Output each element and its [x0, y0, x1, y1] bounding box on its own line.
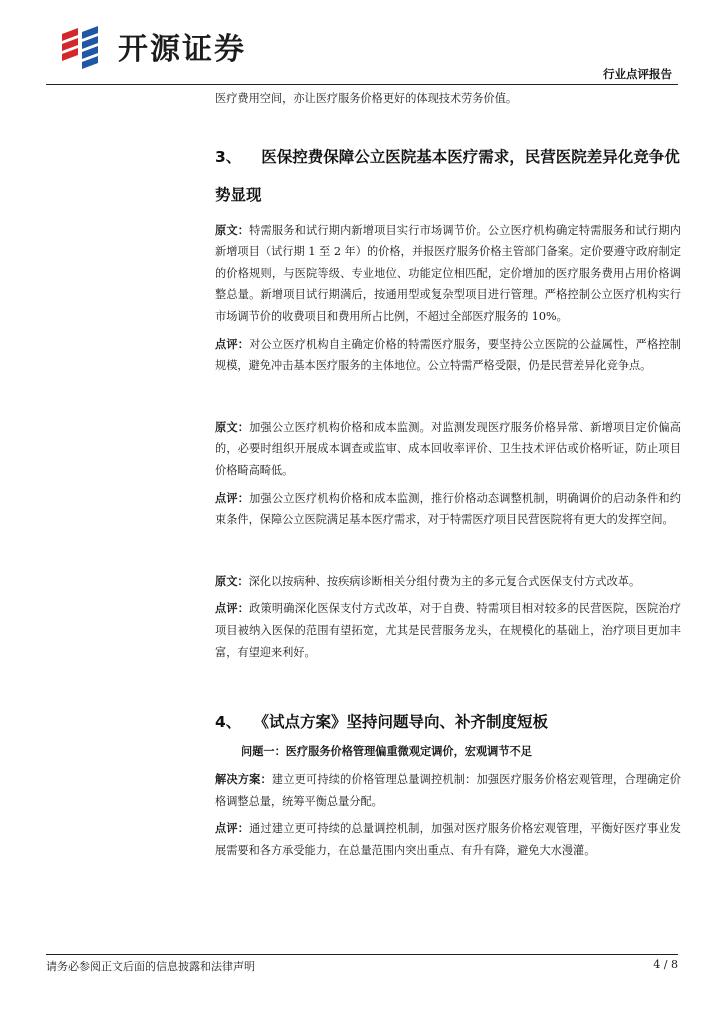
report-type-label: 行业点评报告 — [603, 67, 672, 81]
section-4-title: 《试点方案》坚持问题导向、补齐制度短板 — [261, 713, 549, 732]
footer-divider — [46, 954, 678, 955]
comment-label: 点评： — [215, 601, 250, 616]
solution-label: 解决方案： — [215, 772, 272, 787]
main-content — [215, 88, 681, 861]
comment-label: 点评： — [215, 821, 250, 836]
comment-paragraph — [215, 598, 681, 663]
page-number: 4 / 8 — [653, 958, 678, 971]
comment-paragraph — [215, 334, 681, 377]
comment-paragraph — [215, 818, 681, 861]
original-text-paragraph — [215, 571, 681, 593]
comment-paragraph — [215, 488, 681, 531]
section-3-heading — [215, 138, 681, 214]
original-text-label: 原文： — [215, 419, 250, 434]
section-3-title: 医保控费保障公立医院基本医疗需求，民营医院差异化竞争优势显现 — [215, 147, 680, 204]
original-text-label: 原文： — [215, 222, 250, 237]
logo-text: 开源证券 — [118, 32, 246, 67]
comment-text: 对公立医疗机构自主确定价格的特需医疗服务，要坚持公立医院的公益属性，严格控制规模，避免冲击基本医疗服务的主体地位。公立特需严格受限，仍是民营差异化竞争点。 — [215, 337, 681, 373]
comment-text: 政策明确深化医保支付方式改革，对于自费、特需项目相对较多的民营医院，医院治疗项目被纳入医保的范围有望拓宽，尤其是民营服务龙头，在规模化的基础上，治疗项目更加丰富，有望迎来利好。 — [215, 602, 681, 659]
original-text: 特需服务和试行期内新增项目实行市场调节价。公立医疗机构确定特需服务和试行期内新增项目（试行期 1 至 2 年）的价格，并报医疗服务价格主管部门备案。定价要遵守政府制定的价格规则，与医院等级、专业地位、功能定位相匹配，定价增加的医疗服务费用占用价格调整总量。新增项目试行期满后，按通用型或复杂型项目进行管理。严格控制公立医疗机构实行市场调节价的收费项目和费用所占比例，不超过全部医疗服务的 10%。 — [215, 223, 681, 323]
comment-label: 点评： — [215, 490, 250, 505]
comment-text: 加强公立医疗机构价格和成本监测，推行价格动态调整机制，明确调价的启动条件和约束条件，保障公立医院满足基本医疗需求，对于特需医疗项目民营医院将有更大的发挥空间。 — [215, 491, 681, 527]
original-text-paragraph — [215, 417, 681, 482]
solution-text: 建立更可持续的价格管理总量调控机制：加强医疗服务价格宏观管理，合理确定价格调整总量，统筹平衡总量分配。 — [215, 773, 681, 808]
comment-text: 通过建立更可持续的总量调控机制，加强对医疗服务价格宏观管理，平衡好医疗事业发展需要和各方承受能力，在总量范围内突出重点、有升有降，避免大水漫灌。 — [215, 822, 681, 857]
footer-disclaimer: 请务必参阅正文后面的信息披露和法律声明 — [46, 960, 255, 973]
problem-heading: 问题一：医疗服务价格管理偏重微观定调价，宏观调节不足 — [241, 745, 532, 759]
section-3-number: 3、 — [215, 147, 242, 166]
original-text-paragraph — [215, 220, 681, 328]
logo — [58, 22, 246, 70]
original-text: 深化以按病种、按疾病诊断相关分组付费为主的多元复合式医保支付方式改革。 — [248, 574, 641, 588]
solution-paragraph — [215, 769, 681, 812]
original-text: 加强公立医疗机构价格和成本监测。对监测发现医疗服务价格异常、新增项目定价偏高的，必要时组织开展成本调查或监审、成本回收率评价、卫生技术评估或价格听证，防止项目价格畸高畸低。 — [215, 420, 681, 477]
header-divider — [46, 84, 678, 85]
intro-paragraph: 医疗费用空间，亦让医疗服务价格更好的体现技术劳务价值。 — [215, 92, 518, 105]
section-4-number: 4、 — [215, 713, 242, 732]
section-4-heading — [215, 703, 681, 741]
comment-label: 点评： — [215, 336, 250, 351]
original-text-label: 原文： — [215, 573, 249, 588]
kaiyuan-logo-icon — [58, 22, 114, 70]
